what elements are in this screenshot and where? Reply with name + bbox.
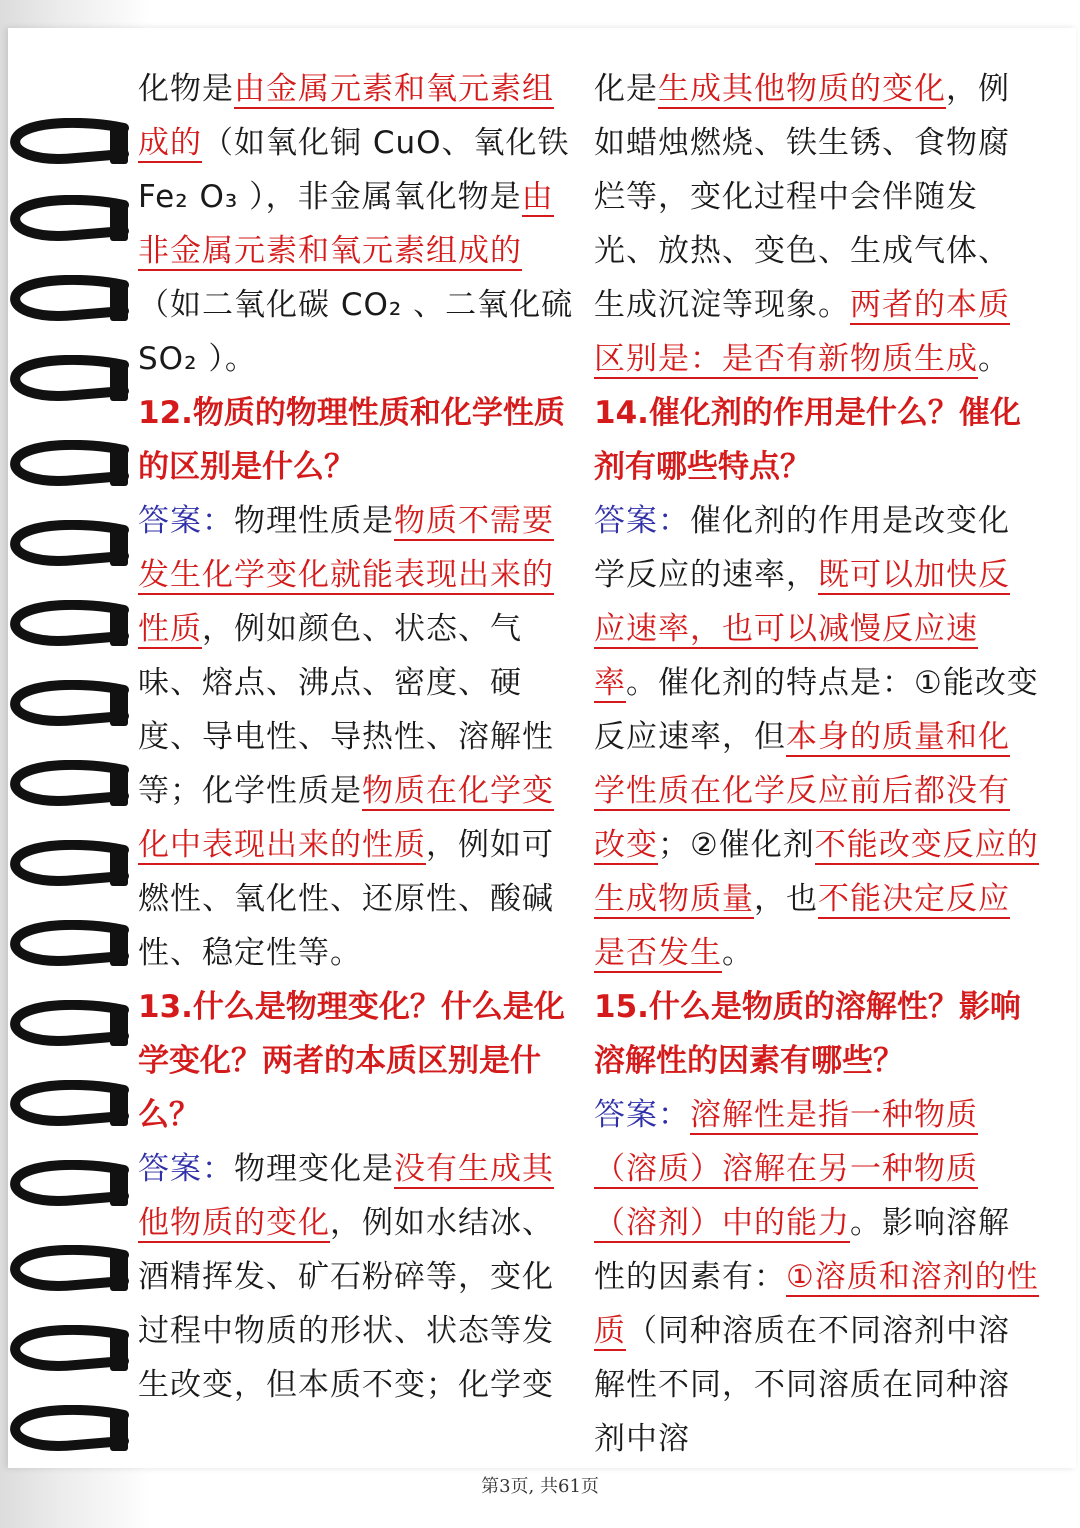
body-text: ；②催化剂 bbox=[658, 827, 815, 863]
spiral-binding bbox=[0, 0, 140, 1528]
highlighted-text: 不能决定反应是否发生 bbox=[594, 881, 1010, 971]
answer-text bbox=[594, 503, 1039, 973]
spiral-ring-icon bbox=[6, 195, 131, 247]
highlighted-text: 既可以加快反应速率，也可以减慢反应速率 bbox=[594, 557, 1010, 701]
highlighted-text: ①溶质和溶剂的性质 bbox=[594, 1259, 1039, 1349]
answer-label: 答案： bbox=[138, 503, 234, 539]
left-intro bbox=[138, 62, 578, 386]
answer-label: 答案： bbox=[138, 1151, 234, 1187]
highlighted-text: 物质不需要发生化学变化就能表现出来的性质 bbox=[138, 503, 554, 647]
left-column bbox=[138, 62, 578, 1412]
spiral-ring-icon bbox=[6, 920, 131, 972]
body-text: 物理性质是 bbox=[234, 503, 394, 539]
spiral-ring-icon bbox=[6, 355, 131, 407]
spiral-ring-icon bbox=[6, 1000, 131, 1052]
question-15-title: 15.什么是物质的溶解性？影响溶解性的因素有哪些？ bbox=[594, 989, 1021, 1079]
answer-text bbox=[594, 1097, 1039, 1457]
body-text: （如氧化铜 CuO、氧化铁 Fe₂ O₃ ），非金属氧化物是 bbox=[138, 125, 570, 215]
highlighted-text: 溶解性是指一种物质（溶质）溶解在另一种物质（溶剂）中的能力 bbox=[594, 1097, 978, 1241]
body-text: （同种溶质在不同溶剂中溶解性不同，不同溶质在同种溶剂中溶 bbox=[594, 1313, 1010, 1457]
answer-text bbox=[138, 503, 554, 971]
question-12-title: 12.物质的物理性质和化学性质的区别是什么？ bbox=[138, 395, 565, 485]
spiral-ring-icon bbox=[6, 275, 131, 327]
question-12-answer bbox=[138, 494, 578, 980]
question-13-answer bbox=[138, 1142, 578, 1412]
body-text: 化物是 bbox=[138, 71, 234, 107]
highlighted-text: 没有生成其他物质的变化 bbox=[138, 1151, 554, 1241]
right-intro bbox=[594, 62, 1040, 386]
highlighted-text: 物质在化学变化中表现出来的性质 bbox=[138, 773, 554, 863]
highlighted-text: 不能改变反应的生成物质量 bbox=[594, 827, 1039, 917]
highlighted-text: 由金属元素和氧元素组成的 bbox=[138, 71, 554, 161]
highlighted-text: 由非金属元素和氧元素组成的 bbox=[138, 179, 554, 269]
spiral-ring-icon bbox=[6, 760, 131, 812]
body-text: 。 bbox=[722, 935, 754, 971]
body-text: 。影响溶解性的因素有： bbox=[594, 1205, 1010, 1295]
body-text: 。 bbox=[978, 341, 1010, 377]
body-text: ，例如蜡烛燃烧、铁生锈、食物腐烂等，变化过程中会伴随发光、放热、变色、生成气体、生成沉淀等现象。 bbox=[594, 71, 1010, 323]
spiral-ring-icon bbox=[6, 1080, 131, 1132]
body-text: ，例如颜色、状态、气味、熔点、沸点、密度、硬度、导电性、导热性、溶解性等；化学性质是 bbox=[138, 611, 554, 809]
highlighted-text: 本身的质量和化学性质在化学反应前后都没有改变 bbox=[594, 719, 1010, 863]
body-text: ，例如水结冰、酒精挥发、矿石粉碎等，变化过程中物质的形状、状态等发生改变，但本质不变；化学变 bbox=[138, 1205, 554, 1403]
body-text: （如二氧化碳 CO₂ 、二氧化硫 SO₂ ）。 bbox=[138, 287, 574, 377]
spiral-ring-icon bbox=[6, 840, 131, 892]
body-text: 物理变化是 bbox=[234, 1151, 394, 1187]
spiral-ring-icon bbox=[6, 1160, 131, 1212]
body-text: 化是 bbox=[594, 71, 658, 107]
answer-label: 答案： bbox=[594, 503, 690, 539]
spiral-ring-icon bbox=[6, 1245, 131, 1297]
question-14-answer bbox=[594, 494, 1040, 980]
highlighted-text: 生成其他物质的变化 bbox=[658, 71, 946, 107]
answer-text bbox=[138, 1151, 554, 1403]
spiral-ring-icon bbox=[6, 520, 131, 572]
page-footer: 第3页, 共61页 bbox=[481, 1476, 599, 1497]
spiral-ring-icon bbox=[6, 1405, 131, 1457]
spiral-ring-icon bbox=[6, 680, 131, 732]
spiral-ring-icon bbox=[6, 118, 131, 170]
body-text: ，例如可燃性、氧化性、还原性、酸碱性、稳定性等。 bbox=[138, 827, 554, 971]
spiral-ring-icon bbox=[6, 600, 131, 652]
answer-label: 答案： bbox=[594, 1097, 690, 1133]
spiral-ring-icon bbox=[6, 440, 131, 492]
body-text: 催化剂的作用是改变化学反应的速率， bbox=[594, 503, 1010, 593]
body-text: 。催化剂的特点是：①能改变反应速率，但 bbox=[594, 665, 1039, 755]
body-text: ，也 bbox=[754, 881, 818, 917]
spiral-ring-icon bbox=[6, 1325, 131, 1377]
right-column bbox=[594, 62, 1040, 1466]
highlighted-text: 两者的本质区别是：是否有新物质生成 bbox=[594, 287, 1010, 377]
question-14-title: 14.催化剂的作用是什么？催化剂有哪些特点？ bbox=[594, 395, 1021, 485]
question-15-answer bbox=[594, 1088, 1040, 1466]
question-13-title: 13.什么是物理变化？什么是化学变化？两者的本质区别是什么？ bbox=[138, 989, 565, 1133]
